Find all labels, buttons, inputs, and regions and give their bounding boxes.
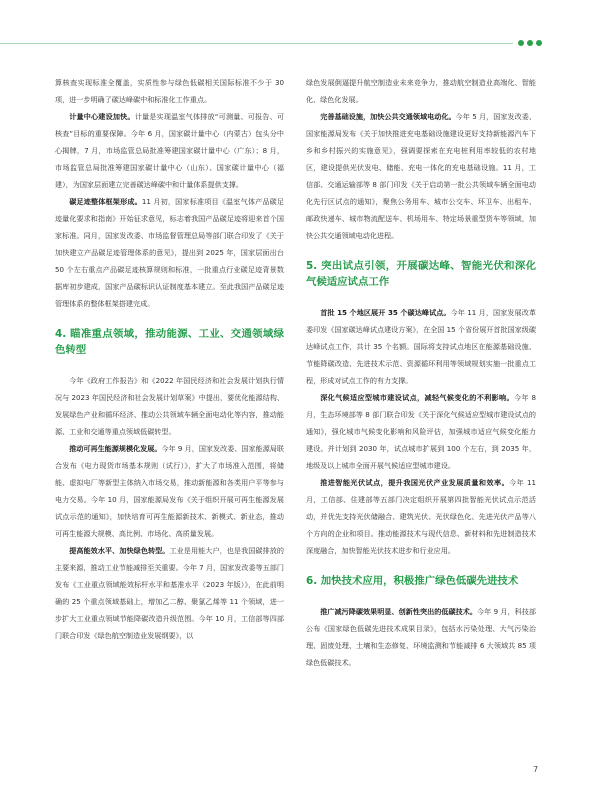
paragraph: 推进智能光伏试点，提升我国光伏产业发展质量和效率。今年 11 月，工信部、住建部等五部门决定组织开展第四批智能光伏试点示范活动，并优先支持光伏储融合、建筑光伏、光伏绿色化、先进光伏产品等八个方向的企业和项目。推动能源技术与现代信息、新材料和先进制造技术深度融合，加快智能光伏技术进步和行业应用。 bbox=[306, 478, 536, 555]
header-dots bbox=[518, 40, 542, 46]
dot-icon bbox=[536, 40, 542, 46]
paragraph-lead: 首批 15 个地区展开 35 个碳达峰试点。 bbox=[320, 308, 451, 317]
header-rule bbox=[0, 43, 513, 44]
right-column bbox=[306, 74, 536, 671]
section-heading-6: 6. 加快技术应用，积极推广绿色低碳先进技术 bbox=[306, 575, 519, 587]
paragraph: 深化气候适应型城市建设试点，减轻气候变化的不利影响。今年 8 月，生态环境部等 8 部门联合印发《关于深化气候适应型城市建设试点的通知》，强化城市气候变化影响和风险评估，加强城市适应气候变化能力建设。并计划到 2030 年，试点城市扩展到 100 个左右，到 2035 年，地级及以上城市全面开展气候适应型城市建设。 bbox=[306, 393, 536, 470]
paragraph: 推广减污降碳效果明显、创新性突出的低碳技术。今年 9 月，科技部公布《国家绿色低碳先进技术成果目录》，包括水污染处理、大气污染治理、固废处理、土壤和生态修复、环境监测和节能减排 6 大领域共 85 项绿色低碳技术。 bbox=[306, 607, 536, 667]
dot-icon bbox=[527, 40, 533, 46]
paragraph-lead: 深化气候适应型城市建设试点，减轻气候变化的不利影响。 bbox=[320, 393, 514, 402]
paragraph: 碳足迹整体框架形成。11 月初，国家标准项目《温室气体产品碳足迹量化要求和指南》开始征求意见，标志着我国产品碳足迹将迎来首个国家标准。同月，国家发改委、市场监督管理总局等部门联合印发了《关于加快建立产品碳足迹管理体系的意见》，提出到 2025 年，国家层面出台 50 个左右重点产品碳足迹核算规则和标准，一批重点行业碳足迹背景数据库初步建成，国家产品碳标识认证制度基本建立。至此我国产品碳足迹管理体系的整体框架搭建完成。 bbox=[55, 197, 285, 308]
paragraph: 绿色发展倒逼提升航空制造业未来竞争力，推动航空制造业高端化、智能化、绿色化发展。 bbox=[306, 78, 536, 104]
dot-icon bbox=[518, 40, 524, 46]
paragraph-lead: 碳足迹整体框架形成。 bbox=[69, 197, 142, 206]
paragraph-lead: 完善基础设施，加快公共交通领域电动化。 bbox=[320, 112, 456, 121]
paragraph-lead: 推进智能光伏试点，提升我国光伏产业发展质量和效率。 bbox=[320, 478, 510, 487]
paragraph-lead: 计量中心建设加快。 bbox=[69, 112, 135, 121]
paragraph-lead: 提高能效水平、加快绿色转型。 bbox=[69, 546, 170, 555]
page-number: 7 bbox=[533, 765, 538, 774]
paragraph: 计量中心建设加快。计量是实现温室气体排放“可测量、可报告、可核查”目标的重要保障。今年 6 月，国家碳计量中心（内蒙古）包头分中心揭牌，7 月，市场监管总局批准筹建国家碳计量中心（广东）；8 月，市场监管总局批准筹建国家碳计量中心（山东）、国家碳计量中心（福建），为国家层面建立完善碳达峰碳中和计量体系提供支撑。 bbox=[55, 112, 284, 189]
section-heading-5: 5. 突出试点引领，开展碳达峰、智能光伏和深化气候适应试点工作 bbox=[306, 260, 536, 288]
left-column bbox=[55, 74, 284, 644]
paragraph-lead: 推广减污降碳效果明显、创新性突出的低碳技术。 bbox=[320, 607, 478, 616]
paragraph: 首批 15 个地区展开 35 个碳达峰试点。今年 11 月，国家发展改革委印发《国家碳达峰试点建设方案》，在全国 15 个省份展开首批国家级碳达峰试点工作，共计 35 个名额。国际将支持试点地区在能源基础设施、节能降碳改造、先进技术示范、资源循环利用等领域规划实施一批重点工程，形成对试点工作的有力支撑。 bbox=[306, 308, 536, 385]
paragraph: 完善基础设施，加快公共交通领域电动化。今年 5 月，国家发改委、国家能源局发布《关于加快推进充电基础设施建设更好支持新能源汽车下乡和乡村振兴的实施意见》，强调要探索在充电桩利用率较低的农村地区，建设提供光伏发电、储能、充电一体化的充电基础设施。11 月，工信部、交通运输部等 8 部门印发《关于启动第一批公共领域车辆全面电动化先行区试点的通知》，聚焦公务用车、城市公交车、环卫车、出租车、邮政快递车、城市物流配送车、机场用车、特定场景重型货车等领域，加快公共交通领域电动化进程。 bbox=[306, 112, 536, 240]
paragraph-lead: 推动可再生能源规模化发展。 bbox=[69, 444, 162, 453]
paragraph: 推动可再生能源规模化发展。今年 9 月，国家发改委、国家能源局联合发布《电力现货市场基本规则（试行）》，扩大了市场准入范围，将储能、虚拟电厂等新型主体纳入市场交易，推动新能源和各类用户平等参与电力交易。今年 10 月，国家能源局发布《关于组织开展可再生能源发展试点示范的通知》，加快培育可再生能源新技术、新模式、新业态，推动可再生能源大规模、高比例、市场化、高质量发展。 bbox=[55, 444, 284, 538]
paragraph: 今年《政府工作报告》和《2022 年国民经济和社会发展计划执行情况与 2023 年国民经济和社会发展计划草案》中提出，要优化能源结构、发展绿色产业和循环经济、推动公共领域车辆全面电动化等内容，推动能源、工业和交通等重点领域低碳转型。 bbox=[55, 376, 284, 436]
section-heading-4: 4. 瞄准重点领域，推动能源、工业、交通领域绿色转型 bbox=[55, 328, 284, 356]
paragraph: 提高能效水平、加快绿色转型。工业是用能大户，也是我国碳排放的主要来源，推动工业节能减排至关重要。今年 7 月，国家发改委等五部门发布《工业重点领域能效标杆水平和基准水平（2023 年版）》，在此前明确的 25 个重点领域基础上，增加乙二醇、聚氯乙烯等 11 个领域，进一步扩大工业重点领域节能降碳改造升级范围。今年 10 月，工信部等四部门联合印发《绿色航空制造业发展纲要》，以 bbox=[55, 546, 285, 640]
paragraph: 算核查实现标准全覆盖，实质性参与绿色低碳相关国际标准不少于 30 项，进一步明确了碳达峰碳中和标准化工作重点。 bbox=[55, 78, 284, 104]
